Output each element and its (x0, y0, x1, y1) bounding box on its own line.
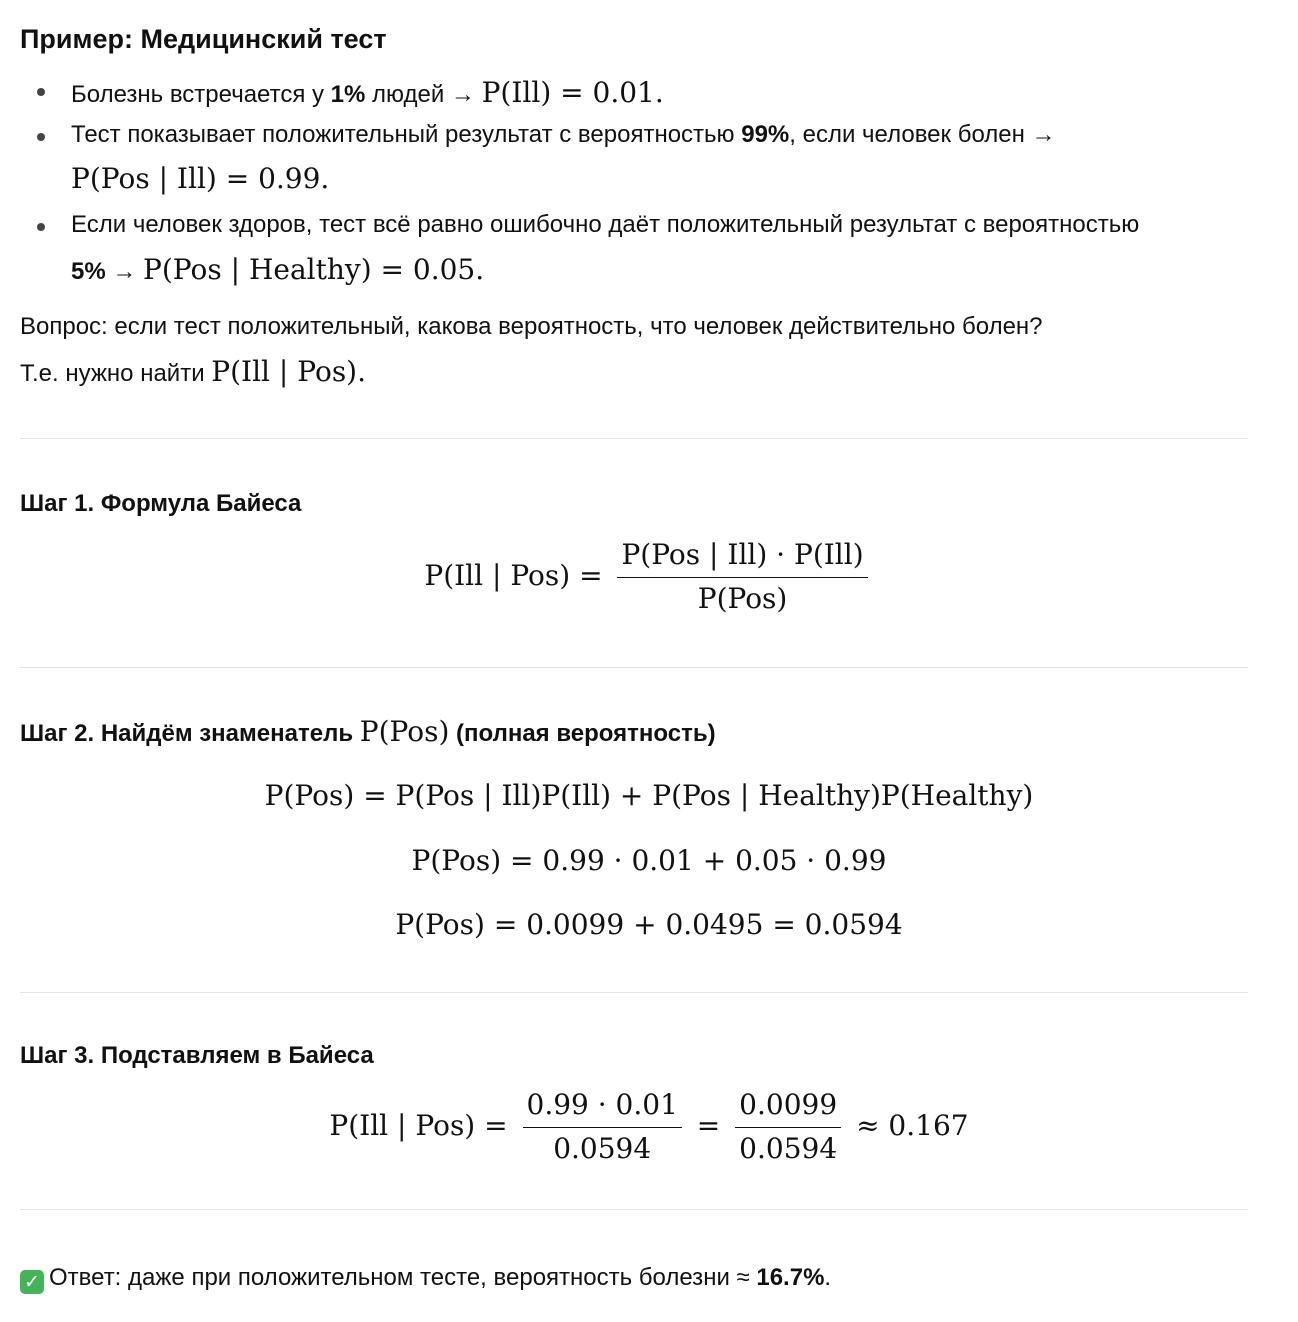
bayes-fraction (617, 540, 867, 615)
bullet-1-formula: P(Ill) = 0.01. (481, 76, 664, 109)
question-line2-text: Т.е. нужно найти (20, 360, 212, 387)
subst-result: ≈ 0.167 (856, 1108, 969, 1142)
bullet-dot (37, 223, 45, 231)
subst-numerator-2: 0.0099 (735, 1090, 841, 1128)
step2-heading-suffix: (полная вероятность) (449, 720, 716, 747)
check-mark-icon: ✓ (20, 1270, 44, 1294)
bullet-3-bold: 5% (71, 258, 106, 285)
bullet-3-line2 (71, 253, 484, 286)
step2-heading-text: Шаг 2. Найдём знаменатель (20, 720, 360, 747)
bullet-1-bold: 1% (330, 81, 366, 108)
step3-heading: Шаг 3. Подставляем в Байеса (20, 1042, 374, 1069)
bullet-3-text-post: → (105, 258, 144, 285)
step2-heading-formula: P(Pos) (359, 715, 450, 748)
question-formula: P(Ill | Pos). (211, 355, 367, 388)
subst-denominator-1: 0.0594 (553, 1131, 652, 1165)
bullet-1-text: Болезнь встречается у (71, 81, 331, 108)
bullet-dot (37, 88, 45, 96)
divider (20, 667, 1248, 668)
subst-equals: = (696, 1108, 721, 1142)
bayes-numerator: P(Pos | Ill) · P(Ill) (617, 540, 867, 578)
subst-fraction-1 (523, 1090, 682, 1165)
bullet-3-formula: P(Pos | Healthy) = 0.05. (143, 253, 485, 286)
question-line2 (20, 355, 366, 388)
bullet-dot (37, 133, 45, 141)
divider (20, 438, 1248, 439)
bullet-1 (71, 76, 664, 109)
bayes-denominator: P(Pos) (697, 581, 788, 615)
bayes-lhs: P(Ill | Pos) = (424, 558, 603, 592)
bullet-3-text: Если человек здоров, тест всё равно ошибочно даёт положительный результат с вероятностью (71, 211, 1140, 238)
divider (20, 1209, 1248, 1210)
answer-text: Ответ: даже при положительном тесте, вероятность болезни ≈ (49, 1264, 757, 1291)
bullet-2-text: Тест показывает положительный результат с вероятностью (71, 121, 742, 148)
bayes-formula (0, 540, 1298, 615)
total-prob-eq3: P(Pos) = 0.0099 + 0.0495 = 0.0594 (395, 908, 903, 941)
subst-fraction-2 (735, 1090, 841, 1165)
bullet-1-text-post: людей → (365, 81, 482, 108)
bullet-2-text-post: , если человек болен → (789, 121, 1056, 148)
step2-heading (20, 715, 716, 748)
subst-denominator-2: 0.0594 (739, 1131, 838, 1165)
subst-lhs: P(Ill | Pos) = (329, 1108, 508, 1142)
answer-line (20, 1264, 831, 1294)
total-prob-eq2: P(Pos) = 0.99 · 0.01 + 0.05 · 0.99 (411, 844, 887, 877)
total-prob-eq1: P(Pos) = P(Pos | Ill)P(Ill) + P(Pos | Healthy)P(Healthy) (264, 779, 1034, 812)
divider (20, 992, 1248, 993)
page-title: Пример: Медицинский тест (20, 24, 387, 54)
bayes-substitution (0, 1090, 1298, 1165)
step1-heading: Шаг 1. Формула Байеса (20, 490, 302, 517)
answer-value: 16.7% (756, 1264, 825, 1291)
question-text: Вопрос: если тест положительный, какова вероятность, что человек действительно болен? (20, 313, 1043, 340)
bullet-2 (71, 121, 1056, 149)
subst-numerator-1: 0.99 · 0.01 (523, 1090, 682, 1128)
bullet-2-formula: P(Pos | Ill) = 0.99. (71, 162, 330, 195)
answer-end: . (824, 1264, 832, 1291)
bullet-2-bold: 99% (741, 121, 790, 148)
